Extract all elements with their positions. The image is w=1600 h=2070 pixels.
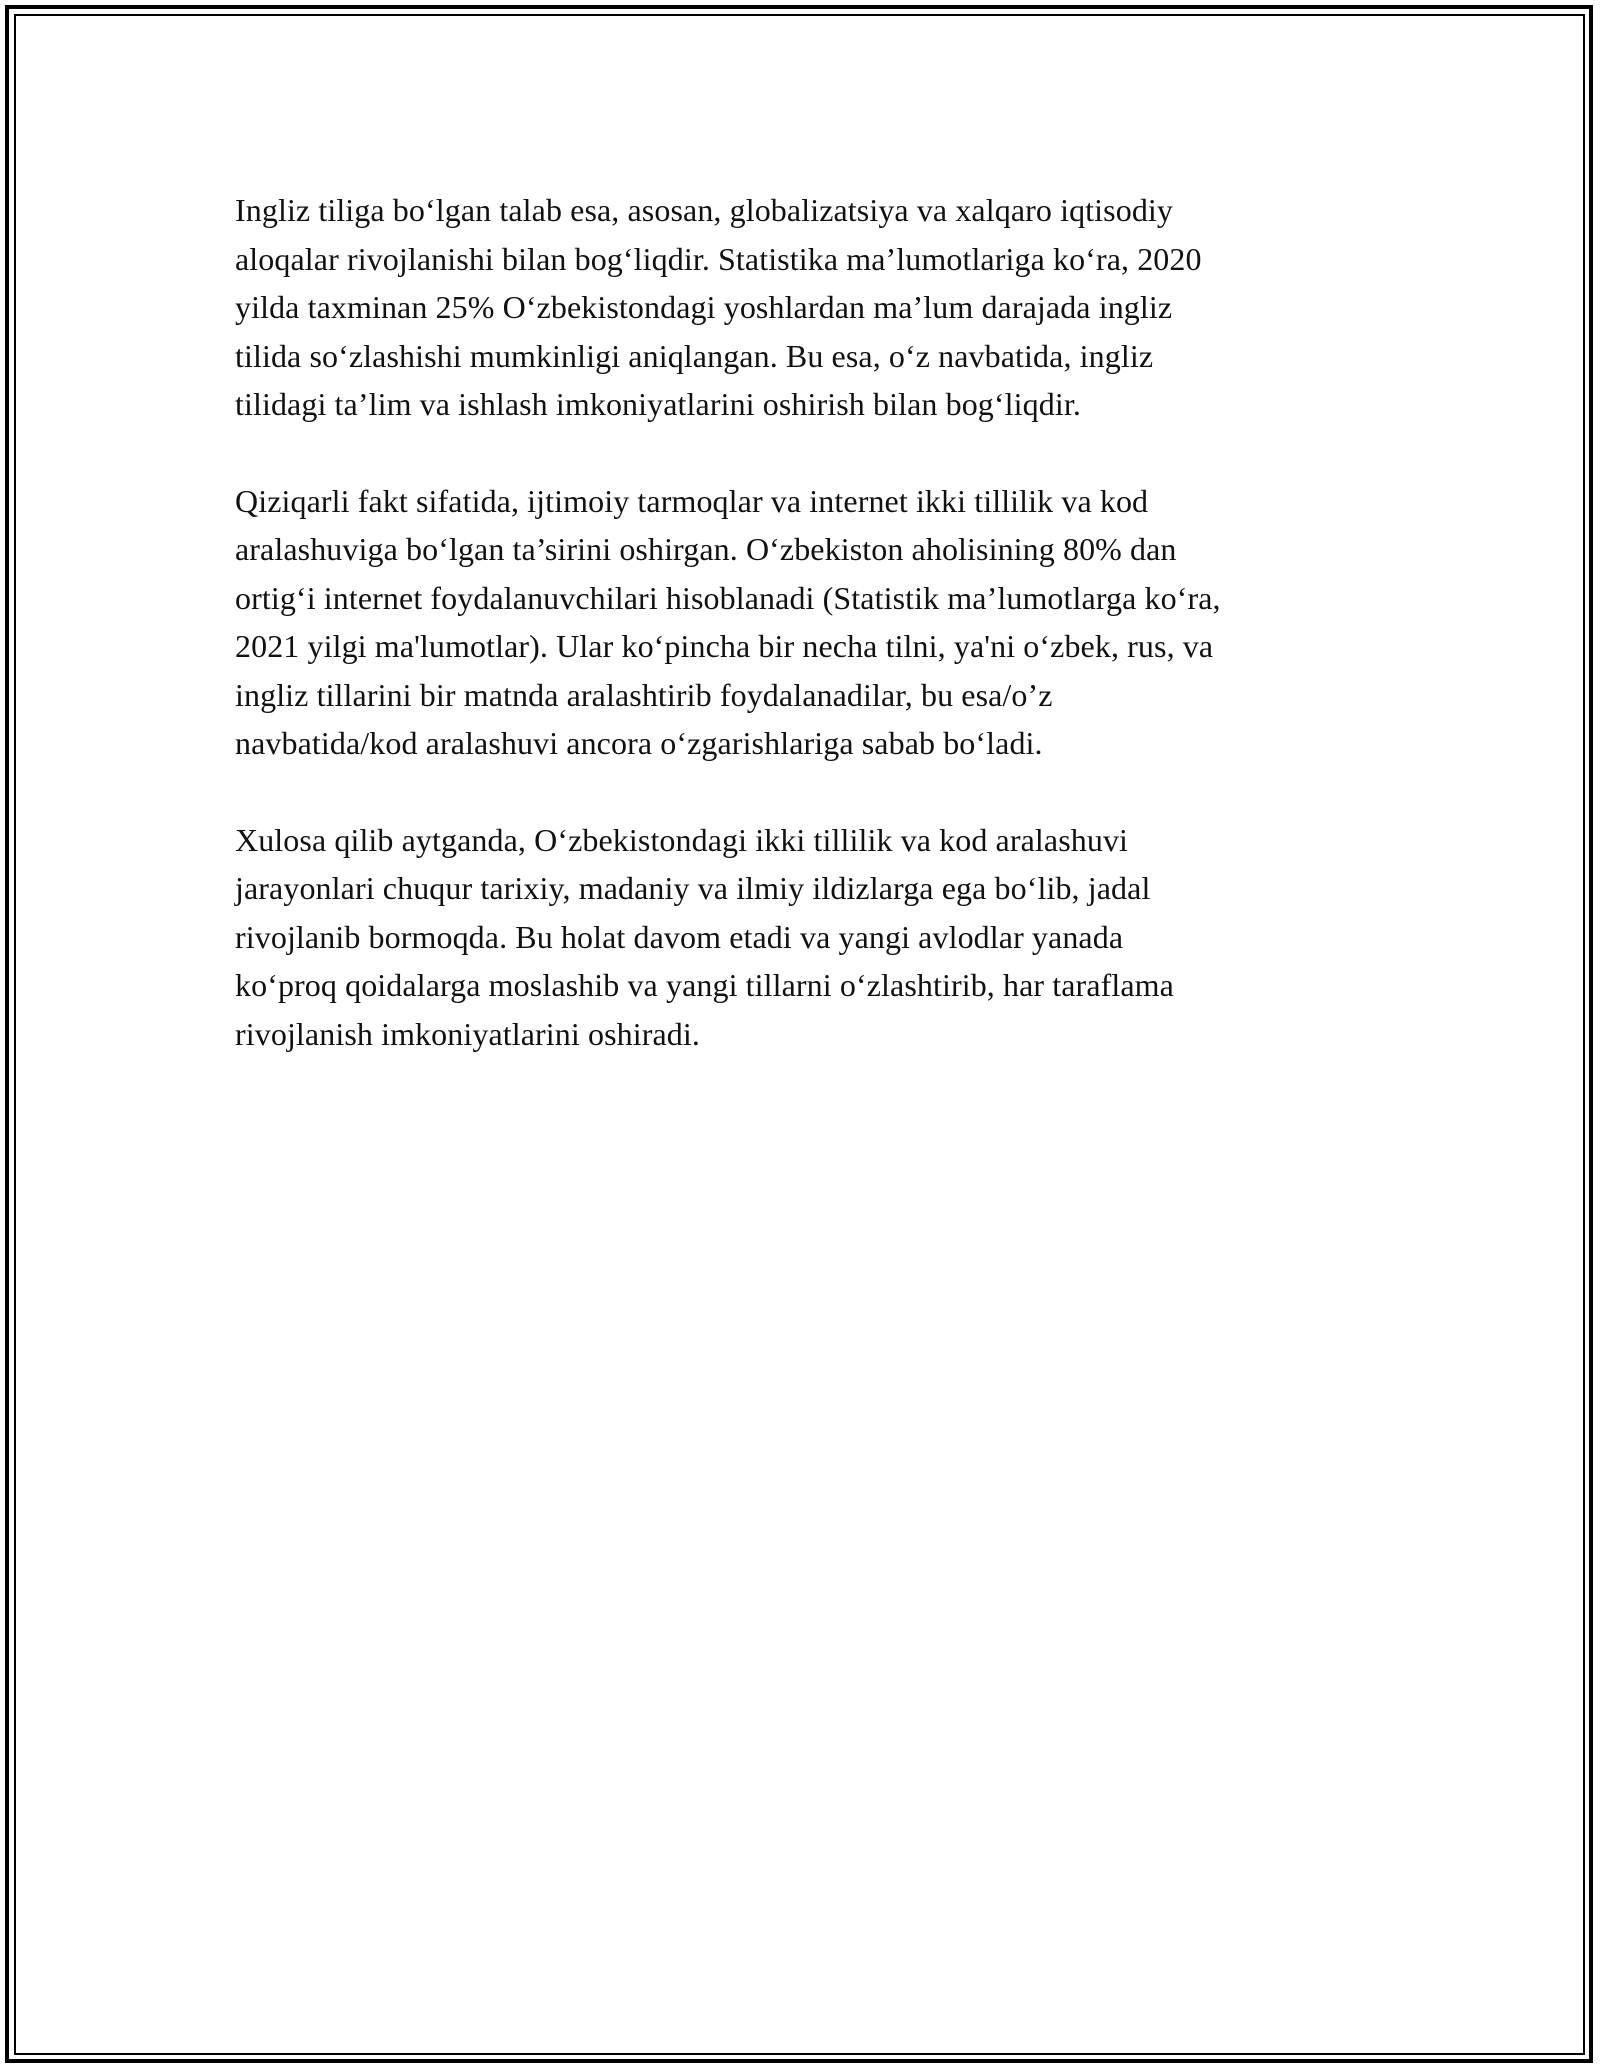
paragraph-conclusion: [235, 816, 1365, 1059]
text-line: rivojlanish imkoniyatlarini oshiradi.: [235, 1015, 700, 1052]
text-line: navbatida/kod aralashuvi ancora o‘zgarishlariga sabab bo‘ladi.: [235, 725, 1043, 761]
text-line: ko‘proq qoidalarga moslashib va yangi tillarni o‘zlashtirib, har taraflama: [235, 967, 1174, 1003]
text-line: rivojlanib bormoqda. Bu holat davom etadi va yangi avlodlar yanada: [235, 918, 1124, 955]
text-line: aralashuviga bo‘lgan ta’sirini oshirgan. O‘zbekiston aholisining 80% dan: [235, 531, 1177, 567]
text-line: jarayonlari chuqur tarixiy, madaniy va ilmiy ildizlarga ega bo‘lib, jadal: [235, 870, 1151, 906]
text-line: tilida so‘zlashishi mumkinligi aniqlangan. Bu esa, o‘z navbatida, ingliz: [235, 337, 1154, 374]
paragraph-english-demand: [235, 186, 1365, 429]
text-line: Qiziqarli fakt sifatida, ijtimoiy tarmoqlar va internet ikki tillilik va kod: [235, 482, 1149, 519]
text-line: 2021 yilgi ma'lumotlar). Ular ko‘pincha bir necha tilni, ya'ni o‘zbek, rus, va: [235, 628, 1214, 664]
text-line: aloqalar rivojlanishi bilan bog‘liqdir. Statistika ma’lumotlariga ko‘ra, 2020: [235, 240, 1202, 277]
document-body: [235, 186, 1365, 1106]
text-line: Xulosa qilib aytganda, O‘zbekistondagi ikki tillilik va kod aralashuvi: [235, 821, 1129, 858]
paragraph-internet-fact: [235, 477, 1365, 768]
text-line: yilda taxminan 25% O‘zbekistondagi yoshlardan ma’lum darajada ingliz: [235, 289, 1173, 325]
text-line: tilidagi ta’lim va ishlash imkoniyatlarini oshirish bilan bog‘liqdir.: [235, 386, 1081, 422]
text-line: Ingliz tiliga bo‘lgan talab esa, asosan, globalizatsiya va xalqaro iqtisodiy: [235, 192, 1174, 228]
text-line: ingliz tillarini bir matnda aralashtirib foydalanadilar, bu esa/o’z: [235, 676, 1053, 713]
text-line: ortig‘i internet foydalanuvchilari hisoblanadi (Statistik ma’lumotlarga ko‘ra,: [235, 579, 1221, 616]
